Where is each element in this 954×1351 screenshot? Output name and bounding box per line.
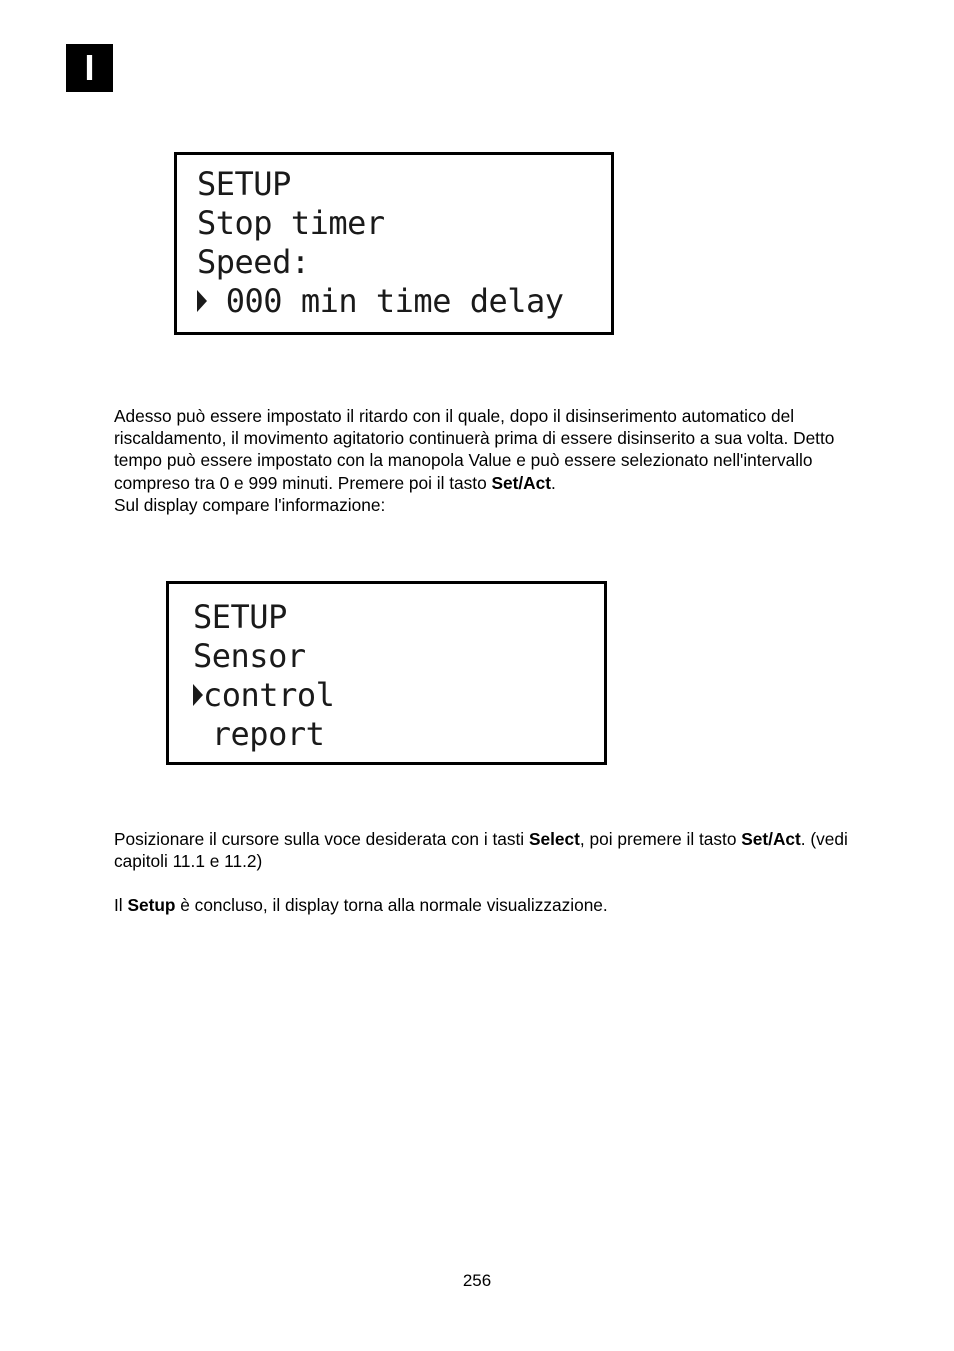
paragraph-text: Il	[114, 895, 128, 915]
lcd-line-1: SETUP	[197, 165, 291, 203]
cursor-arrow-icon	[193, 684, 203, 706]
paragraph-text: . (vedi capitoli 11.1 e 11.2)	[114, 829, 848, 872]
lcd-line-4	[197, 282, 611, 321]
setup-label: Setup	[127, 895, 176, 915]
paragraph-text: Posizionare il cursore sulla voce desiderata con i tasti	[114, 829, 529, 849]
paragraph-text: , poi premere il tasto	[579, 829, 742, 849]
lcd-line-2: Stop timer	[197, 204, 385, 242]
set-act-key-label: Set/Act	[741, 829, 801, 849]
paragraph-text: Adesso può essere impostato il ritardo con il quale, dopo il disinserimento automatico del riscaldamento, il movimento agitatorio continuerà prima di essere disinserito a sua volta. Detto tempo può essere impostato con la manopola Value e può essere selezionato nell'intervallo compreso tra 0 e 999 minuti. Premere poi il tasto	[114, 406, 835, 493]
cursor-arrow-icon	[197, 290, 207, 312]
lcd-line-3: Speed:	[197, 243, 310, 281]
paragraph-setup-complete	[114, 894, 854, 916]
language-badge: I	[66, 44, 113, 92]
set-act-key-label: Set/Act	[491, 472, 552, 493]
select-key-label: Select	[528, 829, 580, 849]
lcd-display-sensor	[166, 581, 607, 765]
lcd-line-2: Sensor	[193, 637, 306, 675]
paragraph-text: Sul display compare l'informazione:	[114, 494, 386, 515]
lcd-line-4: report	[193, 715, 325, 753]
lcd-display-stop-timer	[174, 152, 614, 335]
lcd-line-4-text: 000 min time delay	[207, 282, 564, 320]
paragraph-text: .	[551, 472, 556, 493]
lcd-line-1: SETUP	[193, 598, 287, 636]
paragraph-text: è concluso, il display torna alla normale visualizzazione.	[175, 895, 608, 915]
lcd-line-3	[193, 676, 604, 715]
page-number: 256	[462, 1271, 492, 1290]
lcd-line-3-text: control	[203, 676, 335, 714]
paragraph-cursor-instruction	[114, 828, 854, 872]
paragraph-delay-description	[114, 405, 854, 516]
